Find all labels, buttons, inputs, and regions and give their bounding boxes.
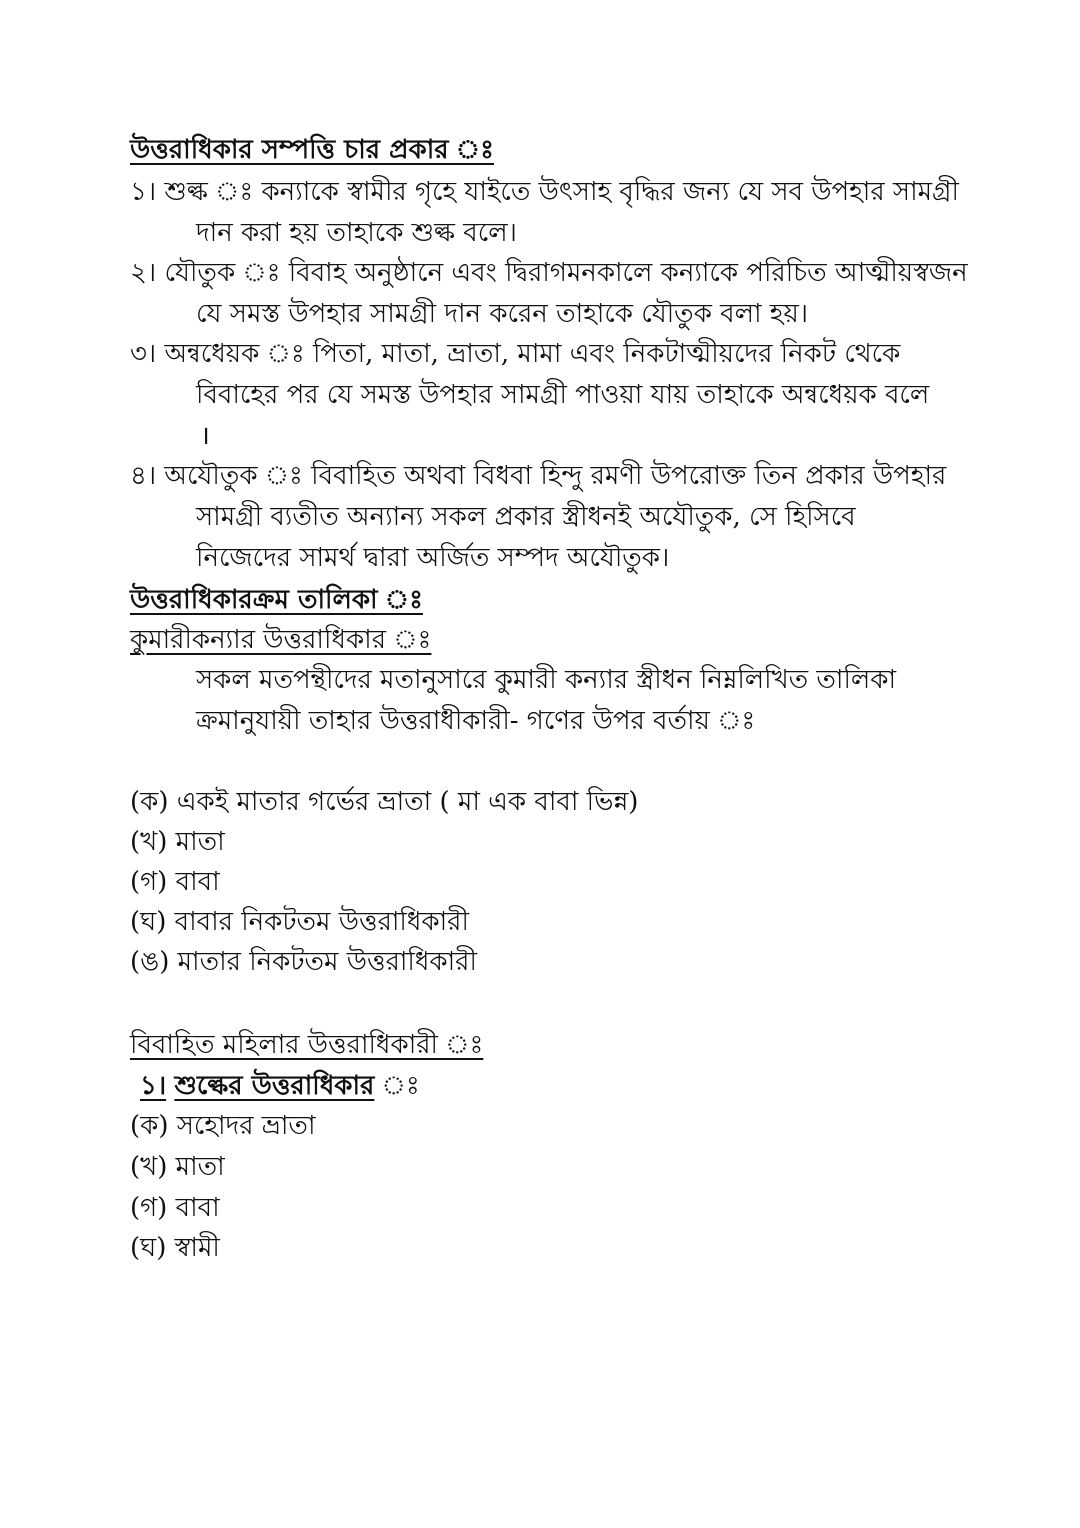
type-1-line-1: ১। শুল্ক ঃ কন্যাকে স্বামীর গৃহে যাইতে উৎসাহ বৃদ্ধির জন্য যে সব উপহার সামগ্রী [130, 177, 959, 207]
subheading-married-woman: বিবাহিত মহিলার উত্তরাধিকারী ঃ [130, 1030, 484, 1060]
list-item: (ক) সহোদর ভ্রাতা [130, 1111, 316, 1141]
subheading-unmarried-daughter: কুমারীকন্যার উত্তরাধিকার ঃ [130, 625, 432, 655]
list-item: (ঘ) স্বামী [130, 1233, 220, 1263]
type-3-line-2: বিবাহের পর যে সমস্ত উপহার সামগ্রী পাওয়া যায় তাহাকে অন্বধেয়ক বলে [196, 380, 930, 410]
subsection-shulka-heading [140, 1066, 420, 1106]
type-1-line-2: দান করা হয় তাহাকে শুল্ক বলে। [196, 218, 517, 248]
list-item: (ক) একই মাতার গর্ভের ভ্রাতা ( মা এক বাবা ভিন্ন) [130, 787, 639, 817]
unmarried-paragraph-line-2: ক্রমানুযায়ী তাহার উত্তরাধীকারী- গণের উপর বর্তায় ঃ [196, 706, 756, 736]
type-4-line-1: ৪। অযৌতুক ঃ বিবাহিত অথবা বিধবা হিন্দু রমণী উপরোক্ত তিন প্রকার উপহার [130, 461, 947, 491]
list-item: (খ) মাতা [130, 827, 225, 857]
type-4-line-3: নিজেদের সামর্থ দ্বারা অর্জিত সম্পদ অযৌতুক। [196, 543, 670, 573]
list-item: (গ) বাবা [130, 867, 220, 897]
subsection-shulka-suffix: ঃ [374, 1071, 420, 1101]
subsection-shulka-label: শুল্কের উত্তরাধিকার [174, 1071, 375, 1101]
list-item: (খ) মাতা [130, 1152, 225, 1182]
list-item: (ঙ) মাতার নিকটতম উত্তরাধিকারী [130, 947, 477, 977]
section-heading-succession-table: উত্তরাধিকারক্রম তালিকা ঃ [130, 585, 423, 615]
type-2-line-2: যে সমস্ত উপহার সামগ্রী দান করেন তাহাকে যৌতুক বলা হয়। [196, 299, 809, 329]
type-3-line-3: । [200, 421, 210, 451]
unmarried-paragraph-line-1: সকল মতপন্থীদের মতানুসারে কুমারী কন্যার স্ত্রীধন নিম্নলিখিত তালিকা [196, 665, 897, 695]
subsection-shulka-number: ১। [140, 1071, 167, 1101]
list-item: (ঘ) বাবার নিকটতম উত্তরাধিকারী [130, 907, 469, 937]
list-item: (গ) বাবা [130, 1193, 220, 1223]
type-2-line-1: ২। যৌতুক ঃ বিবাহ অনুষ্ঠানে এবং দ্বিরাগমনকালে কন্যাকে পরিচিত আত্মীয়স্বজন [130, 258, 968, 288]
type-3-line-1: ৩। অন্বধেয়ক ঃ পিতা, মাতা, ভ্রাতা, মামা এবং নিকটাত্মীয়দের নিকট থেকে [130, 339, 901, 369]
type-4-line-2: সামগ্রী ব্যতীত অন্যান্য সকল প্রকার স্ত্রীধনই অযৌতুক, সে হিসিবে [196, 502, 856, 532]
section-heading-property-types: উত্তরাধিকার সম্পত্তি চার প্রকার ঃ [130, 135, 494, 165]
